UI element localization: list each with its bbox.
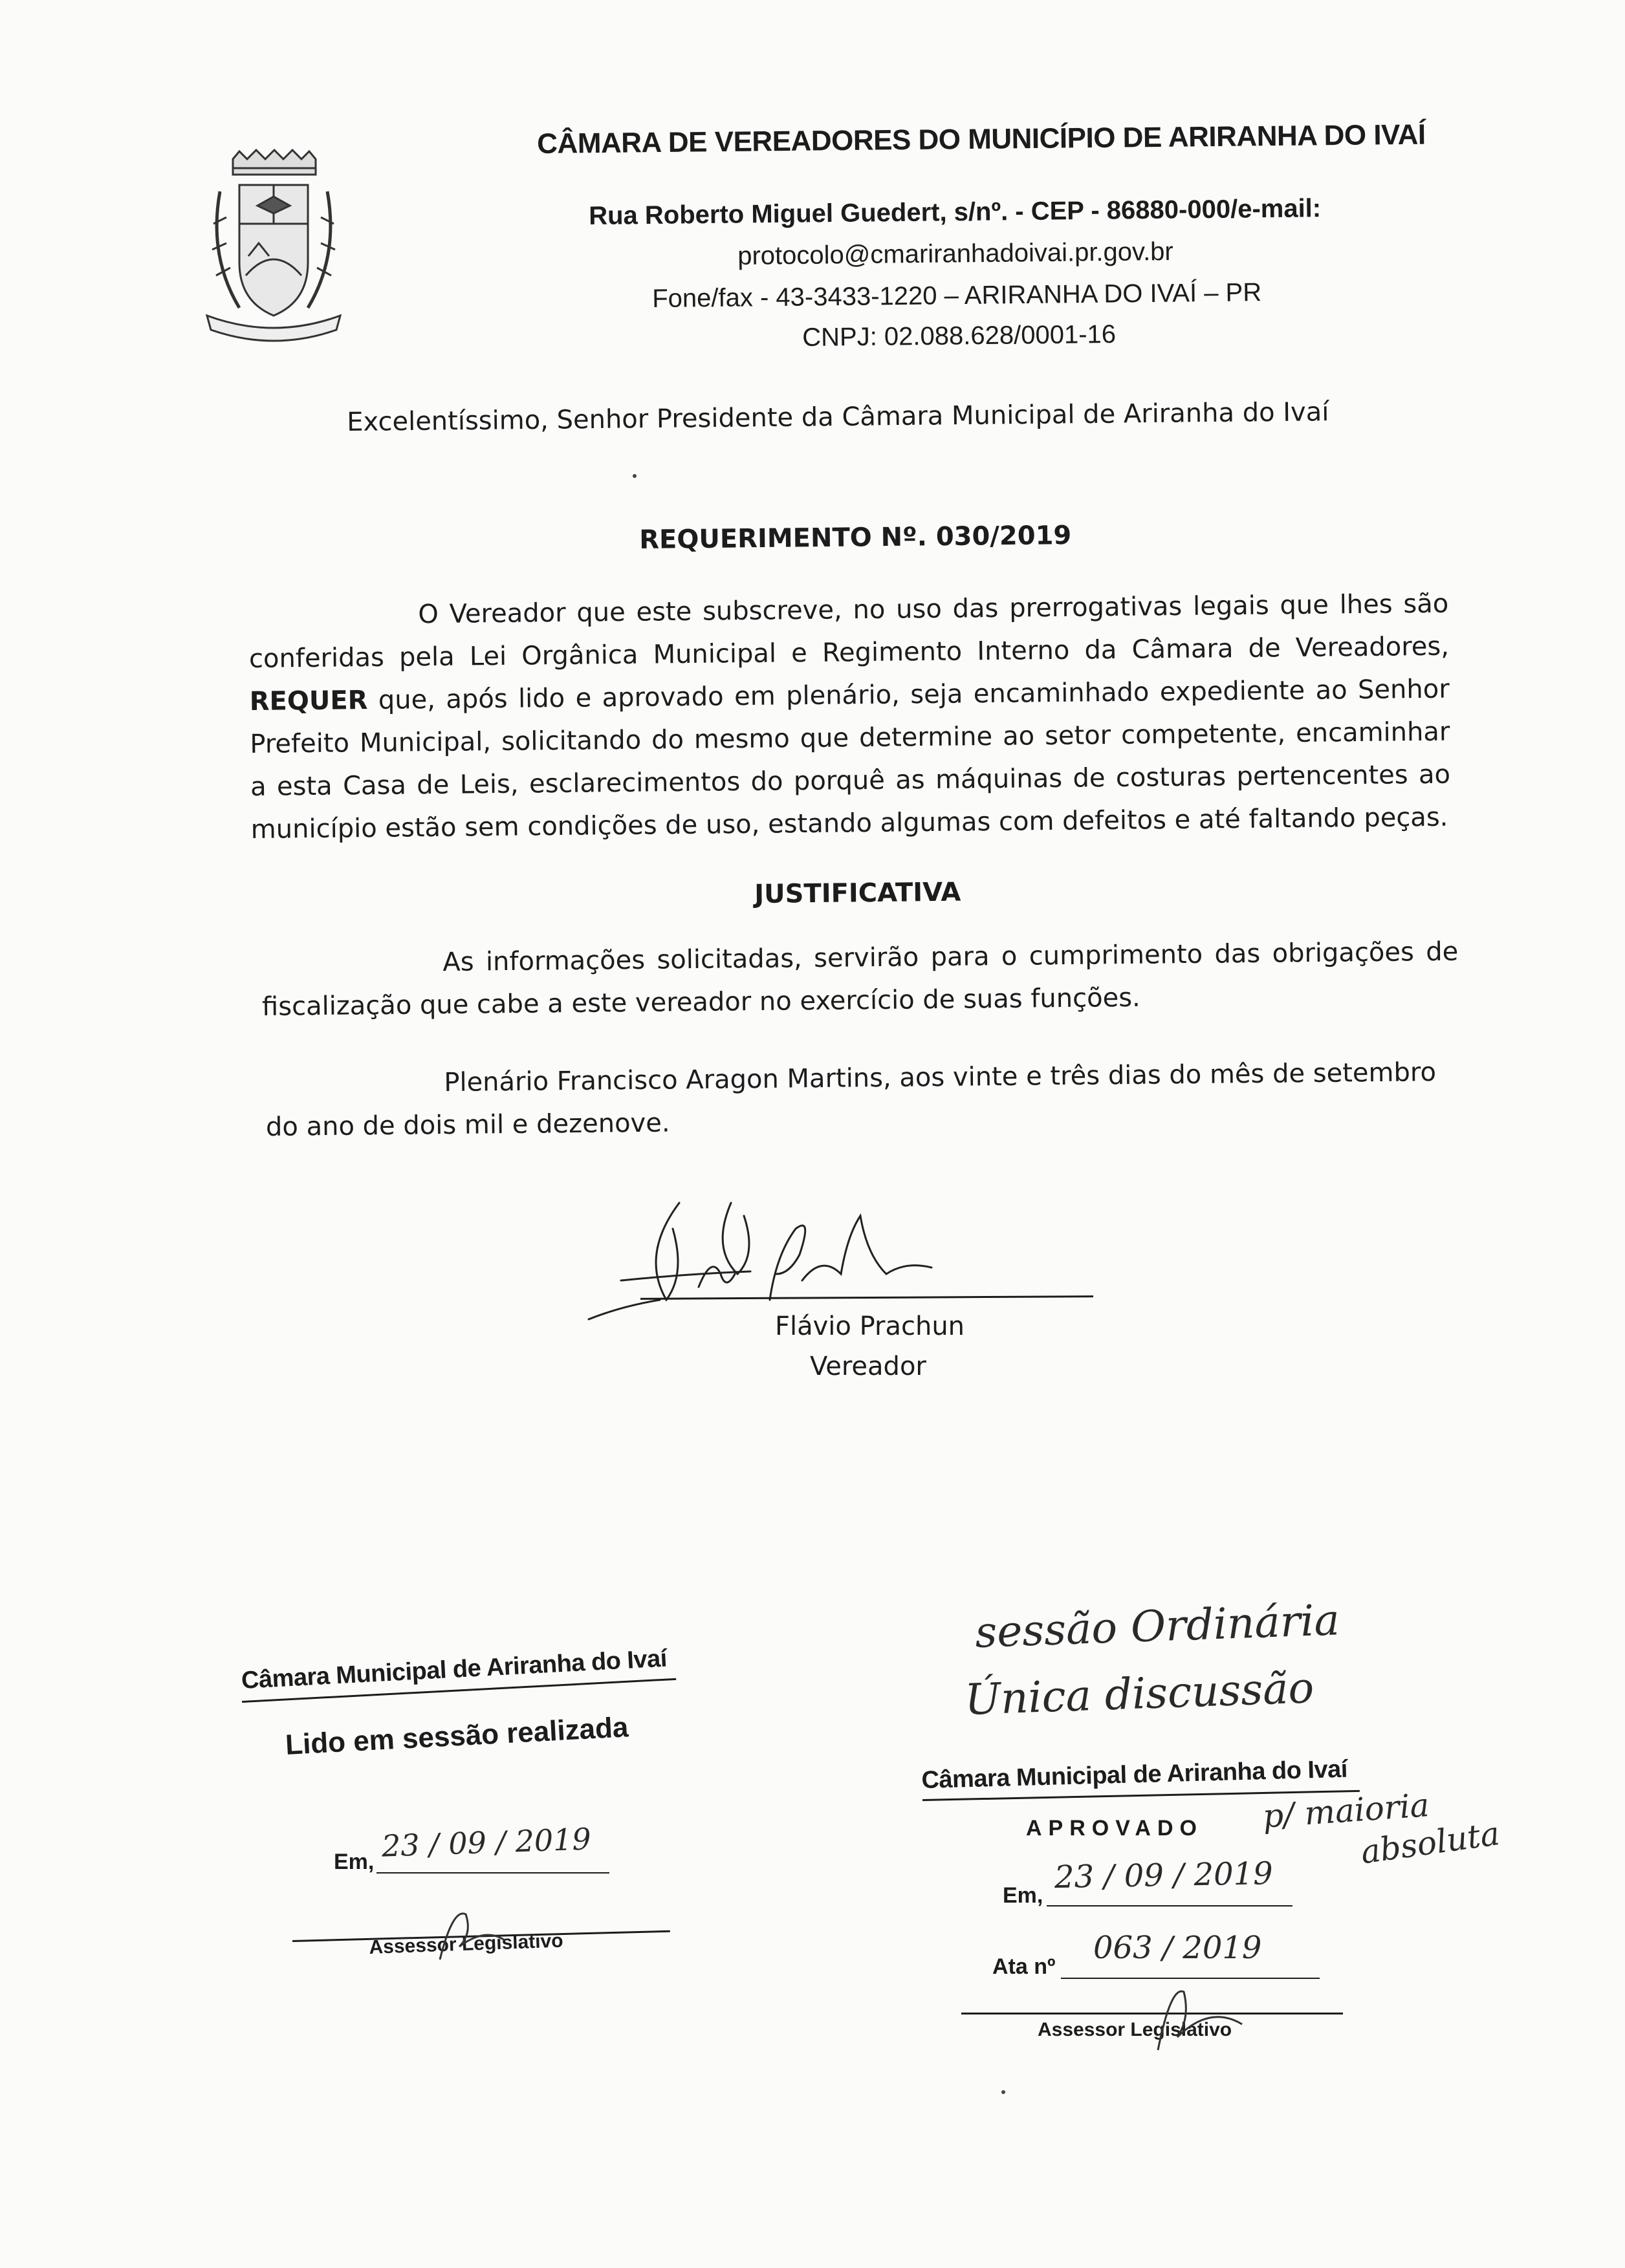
read-stamp-title: Câmara Municipal de Ariranha do Ivaí (241, 1645, 668, 1694)
read-stamp-status: Lido em sessão realizada (285, 1711, 629, 1761)
approved-stamp-status: APROVADO (1026, 1816, 1203, 1841)
signer-role: Vereador (810, 1352, 926, 1381)
approved-stamp-date: 23 / 09 / 2019 (1054, 1855, 1274, 1895)
justification-title: JUSTIFICATIVA (754, 877, 961, 909)
read-stamp-initials (427, 1895, 518, 1966)
request-keyword: REQUER (249, 686, 368, 717)
read-stamp-date-line (376, 1872, 609, 1874)
request-body-part2: que, após lido e aprovado em plenário, seja encaminhado expediente ao Senhor Prefeito Municipal, solicitando do mesmo que determine ao setor competente, encaminhar a esta Casa de Leis, esclarecimentos do porquê as máquinas de costuras pertencentes ao município estão sem condições de uso, estando algumas com defeitos e até faltando peças. (250, 674, 1451, 845)
read-stamp-em-label: Em, (334, 1850, 375, 1874)
institution-cnpj: CNPJ: 02.088.628/0001-16 (802, 319, 1117, 352)
institution-phone: Fone/fax - 43-3433-1220 – ARIRANHA DO IVAÍ – PR (652, 278, 1262, 313)
request-body-part1: O Vereador que este subscreve, no uso das prerrogativas legais que lhes são conferidas pela Lei Orgânica Municipal e Regimento Interno da Câmara de Vereadores, (248, 589, 1450, 674)
closing-text: Plenário Francisco Aragon Martins, aos vinte e três dias do mês de setembro do ano de dois mil e dezenove. (265, 1057, 1437, 1142)
salutation: Excelentíssimo, Senhor Presidente da Câmara Municipal de Ariranha do Ivaí (347, 397, 1329, 437)
read-stamp-assessor: Assessor Legislativo (369, 1930, 564, 1958)
handwritten-majority: p/ maioria (1261, 1786, 1431, 1835)
institution-address: Rua Roberto Miguel Guedert, s/nº. - CEP - 86880-000/e-mail: (589, 194, 1322, 230)
approved-stamp-em-label: Em, (1003, 1883, 1043, 1908)
scan-speck (1001, 2090, 1005, 2094)
institution-email: protocolo@cmariranhadoivai.pr.gov.br (737, 237, 1173, 270)
approved-stamp-ata-label: Ata nº (992, 1954, 1056, 1979)
approved-stamp-title: Câmara Municipal de Ariranha do Ivaí (921, 1755, 1348, 1794)
request-body (248, 583, 1451, 851)
justification-text: As informações solicitadas, servirão para o cumprimento das obrigações de fiscalização que cabe a este vereador no exercício de suas funções. (261, 936, 1459, 1022)
signer-name: Flávio Prachun (775, 1312, 965, 1341)
approved-stamp-ata-value: 063 / 2019 (1093, 1930, 1262, 1966)
request-title: REQUERIMENTO Nº. 030/2019 (639, 521, 1072, 555)
institution-title: CÂMARA DE VEREADORES DO MUNICÍPIO DE ARIRANHA DO IVAÍ (537, 118, 1426, 160)
read-stamp-date: 23 / 09 / 2019 (381, 1821, 592, 1864)
scan-speck (633, 474, 637, 478)
approved-stamp-assessor: Assessor Legislativo (1038, 2019, 1232, 2040)
municipal-coat-of-arms (194, 146, 349, 353)
handwritten-absolute: absoluta (1358, 1814, 1502, 1872)
approved-stamp-initials (1139, 1966, 1255, 2057)
handwritten-signature (582, 1177, 1074, 1332)
approved-stamp-date-line (1047, 1905, 1292, 1906)
handwritten-discussion: Única discussão (964, 1663, 1315, 1725)
handwritten-session-type: sessão Ordinária (974, 1595, 1340, 1658)
